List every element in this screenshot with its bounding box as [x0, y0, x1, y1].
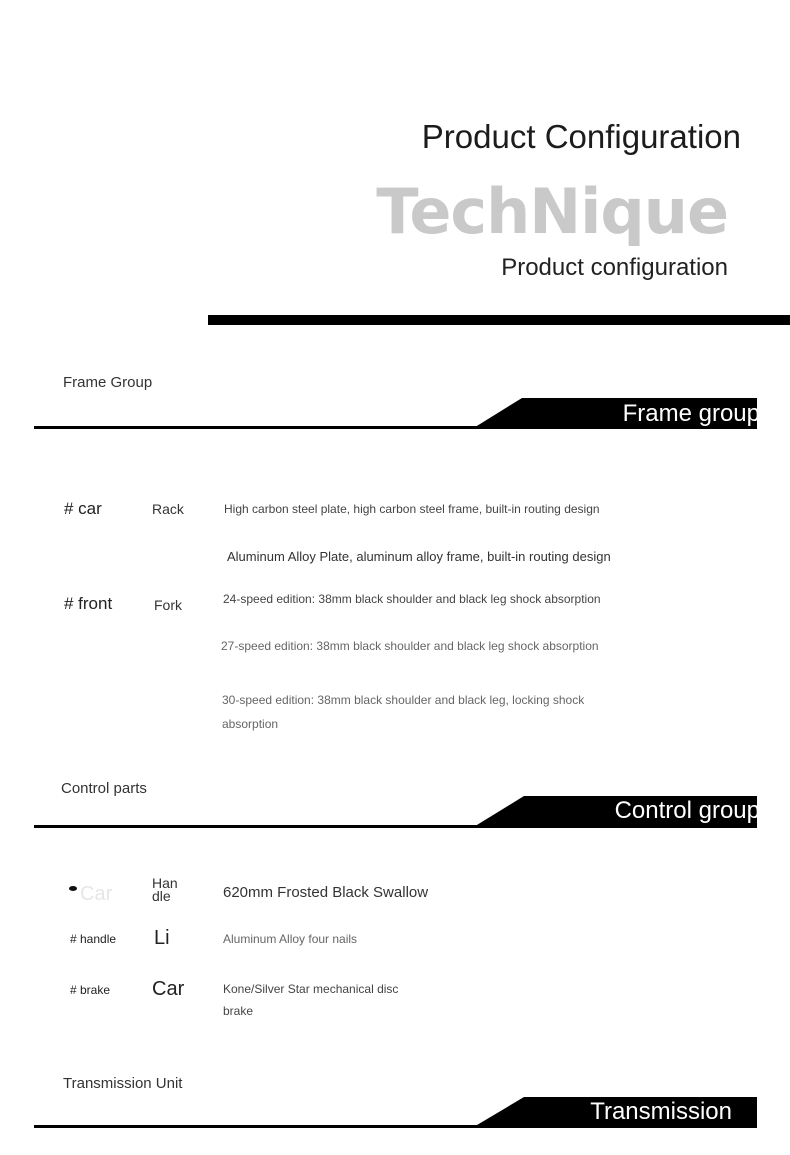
control-row-desc: Kone/Silver Star mechanical disc	[223, 982, 399, 996]
control-row-hash: # handle	[70, 932, 117, 946]
frame-row-hash: # car	[64, 499, 102, 518]
control-row-hash: Car	[80, 883, 113, 905]
control-row-desc: Aluminum Alloy four nails	[223, 932, 358, 946]
brand-wordmark: TechNique	[376, 175, 728, 248]
frame-row-desc: 30-speed edition: 38mm black shoulder and black leg, locking shock	[222, 693, 585, 707]
frame-band-title: Frame group	[622, 400, 760, 427]
control-row-part: Li	[154, 927, 170, 949]
frame-row-desc: Aluminum Alloy Plate, aluminum alloy frame, built-in routing design	[227, 549, 611, 564]
control-row-part-line: Han	[152, 875, 178, 891]
header-divider-bar	[208, 315, 790, 325]
bullet-icon	[69, 886, 77, 891]
page-subtitle: Product configuration	[501, 254, 728, 281]
transmission-section-label: Transmission Unit	[63, 1075, 183, 1092]
control-row-desc-cont: brake	[223, 1004, 254, 1018]
page-title: Product Configuration	[421, 118, 741, 155]
control-band-title: Control group	[614, 797, 760, 824]
frame-row-part: Rack	[152, 501, 184, 517]
control-row-hash: # brake	[70, 983, 111, 997]
control-row-part-line: dle	[152, 888, 171, 904]
frame-row-desc: 27-speed edition: 38mm black shoulder and black leg shock absorption	[221, 639, 599, 653]
frame-row-desc-cont: absorption	[222, 717, 279, 731]
control-row-part	[152, 877, 178, 903]
frame-row-desc: High carbon steel plate, high carbon steel frame, built-in routing design	[224, 502, 600, 516]
frame-section-label: Frame Group	[63, 374, 153, 391]
transmission-band-title: Transmission	[590, 1098, 732, 1125]
control-row-part: Car	[152, 978, 185, 1000]
frame-row-desc: 24-speed edition: 38mm black shoulder and black leg shock absorption	[223, 592, 601, 606]
control-section-label: Control parts	[61, 780, 147, 797]
frame-row-hash: # front	[64, 594, 113, 613]
frame-row-part: Fork	[154, 597, 182, 613]
control-row-desc: 620mm Frosted Black Swallow	[223, 884, 429, 901]
